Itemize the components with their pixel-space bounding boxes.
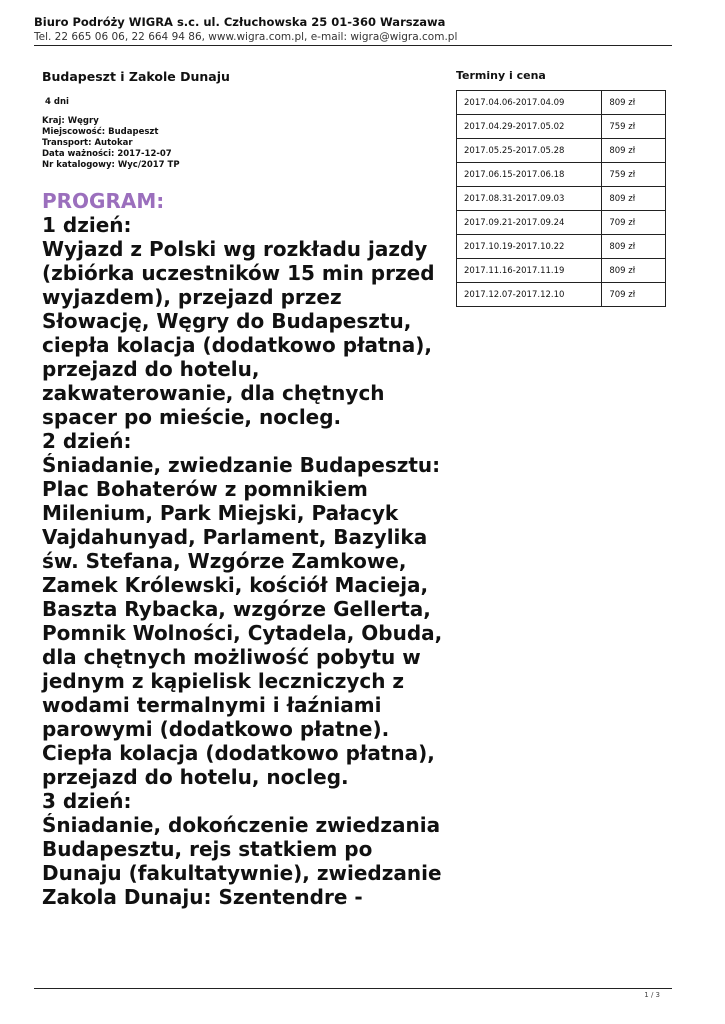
price-cell: 809 zł <box>602 91 666 115</box>
price-cell: 809 zł <box>602 187 666 211</box>
detail-catalog-number: Nr katalogowy: Wyc/2017 TP <box>42 160 180 170</box>
program-line: Plac Bohaterów z pomnikiem <box>42 477 368 501</box>
date-range-cell: 2017.04.29-2017.05.02 <box>457 115 602 139</box>
program-line: Wyjazd z Polski wg rozkładu jazdy <box>42 237 428 261</box>
program-line: Pomnik Wolności, Cytadela, Obuda, <box>42 621 443 645</box>
date-range-cell: 2017.05.25-2017.05.28 <box>457 139 602 163</box>
program-line: Śniadanie, zwiedzanie Budapesztu: <box>42 453 441 477</box>
program-line: 1 dzień: <box>42 213 132 237</box>
program-line: przejazd do hotelu, <box>42 357 260 381</box>
program-line: wodami termalnymi i łaźniami <box>42 693 382 717</box>
program-line: wyjazdem), przejazd przez <box>42 285 342 309</box>
program-line: ciepła kolacja (dodatkowo płatna), <box>42 333 433 357</box>
price-cell: 709 zł <box>602 283 666 307</box>
program-line: Milenium, Park Miejski, Pałacyk <box>42 501 399 525</box>
dates-and-prices <box>456 68 668 307</box>
program-line: spacer po mieście, nocleg. <box>42 405 342 429</box>
program-line: dla chętnych możliwość pobytu w <box>42 645 421 669</box>
program-line: 2 dzień: <box>42 429 132 453</box>
program-line: Vajdahunyad, Parlament, Bazylika <box>42 525 428 549</box>
dates-title: Terminy i cena <box>456 69 546 82</box>
program-line: parowymi (dodatkowo płatne). <box>42 717 390 741</box>
date-range-cell: 2017.10.19-2017.10.22 <box>457 235 602 259</box>
dates-row <box>457 139 666 163</box>
agency-contact: Tel. 22 665 06 06, 22 664 94 86, www.wigra.com.pl, e-mail: wigra@wigra.com.pl <box>34 31 458 43</box>
tour-duration: 4 dni <box>45 97 69 107</box>
date-range-cell: 2017.06.15-2017.06.18 <box>457 163 602 187</box>
dates-row <box>457 163 666 187</box>
detail-transport: Transport: Autokar <box>42 138 133 148</box>
dates-row <box>457 91 666 115</box>
detail-city: Miejscowość: Budapeszt <box>42 127 159 137</box>
program-line: Śniadanie, dokończenie zwiedzania <box>42 813 441 837</box>
tour-description <box>42 68 442 909</box>
program-line: Dunaju (fakultatywnie), zwiedzanie <box>42 861 442 885</box>
price-cell: 809 zł <box>602 139 666 163</box>
price-cell: 759 zł <box>602 115 666 139</box>
page-number: 1 / 3 <box>644 991 660 999</box>
dates-row <box>457 115 666 139</box>
price-cell: 759 zł <box>602 163 666 187</box>
detail-validity: Data ważności: 2017-12-07 <box>42 149 172 159</box>
date-range-cell: 2017.12.07-2017.12.10 <box>457 283 602 307</box>
dates-row <box>457 283 666 307</box>
date-range-cell: 2017.11.16-2017.11.19 <box>457 259 602 283</box>
detail-country: Kraj: Węgry <box>42 116 99 126</box>
dates-row <box>457 259 666 283</box>
agency-name: Biuro Podróży WIGRA s.c. ul. Człuchowska 25 01-360 Warszawa <box>34 15 446 29</box>
program-text <box>42 213 442 909</box>
date-range-cell: 2017.08.31-2017.09.03 <box>457 187 602 211</box>
program-line: Zamek Królewski, kościół Macieja, <box>42 573 429 597</box>
program-line: Budapesztu, rejs statkiem po <box>42 837 373 861</box>
document-header <box>34 14 674 45</box>
date-range-cell: 2017.09.21-2017.09.24 <box>457 211 602 235</box>
dates-row <box>457 235 666 259</box>
tour-details <box>42 116 442 171</box>
program-line: Słowację, Węgry do Budapesztu, <box>42 309 412 333</box>
program-line: św. Stefana, Wzgórze Zamkowe, <box>42 549 407 573</box>
program-line: jednym z kąpielisk leczniczych z <box>42 669 405 693</box>
program-line: Baszta Rybacka, wzgórze Gellerta, <box>42 597 431 621</box>
footer-divider <box>34 988 672 989</box>
dates-row <box>457 211 666 235</box>
program-line: przejazd do hotelu, nocleg. <box>42 765 349 789</box>
price-cell: 709 zł <box>602 211 666 235</box>
program-line: zakwaterowanie, dla chętnych <box>42 381 385 405</box>
date-range-cell: 2017.04.06-2017.04.09 <box>457 91 602 115</box>
header-divider <box>34 45 672 46</box>
program-line: Ciepła kolacja (dodatkowo płatna), <box>42 741 435 765</box>
program-line: (zbiórka uczestników 15 min przed <box>42 261 435 285</box>
dates-row <box>457 187 666 211</box>
program-line: 3 dzień: <box>42 789 132 813</box>
price-cell: 809 zł <box>602 259 666 283</box>
program-line: Zakola Dunaju: Szentendre - <box>42 885 363 909</box>
program-heading: PROGRAM: <box>42 189 165 213</box>
price-cell: 809 zł <box>602 235 666 259</box>
tour-title: Budapeszt i Zakole Dunaju <box>42 69 230 84</box>
dates-table <box>456 90 666 307</box>
